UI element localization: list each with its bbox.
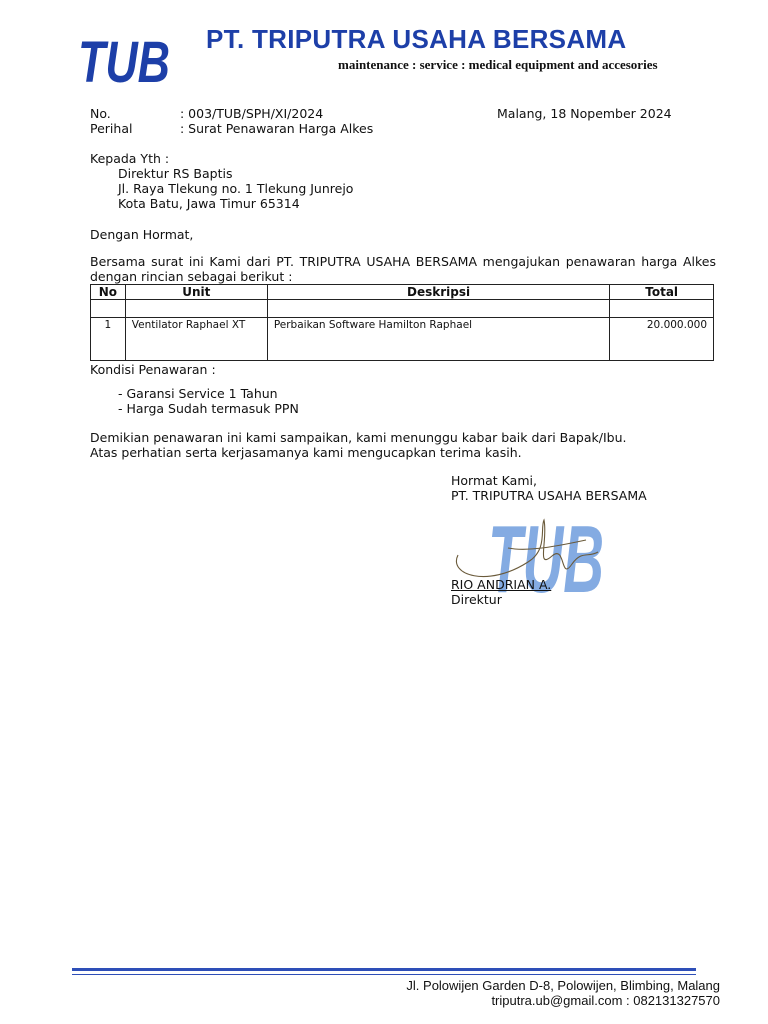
recipient-intro: Kepada Yth :: [90, 151, 170, 166]
company-name: PT. TRIPUTRA USAHA BERSAMA: [206, 24, 627, 54]
footer-divider-thin: [72, 974, 696, 975]
offer-table: [90, 284, 714, 361]
recipient-line: Kota Batu, Jawa Timur 65314: [118, 196, 300, 211]
table-row: [91, 318, 714, 361]
header-total: Total: [610, 285, 714, 300]
signatory-title: Direktur: [451, 592, 502, 607]
recipient-line: Direktur RS Baptis: [118, 166, 233, 181]
signature-regards: Hormat Kami,: [451, 473, 537, 488]
footer-divider: [72, 968, 696, 971]
condition-item: - Garansi Service 1 Tahun: [118, 386, 278, 401]
table-spacer-row: [91, 300, 714, 318]
company-logo: [78, 28, 170, 86]
logo-text: TUB: [78, 30, 170, 86]
signatory-name: RIO ANDRIAN A.: [451, 577, 552, 592]
table-header-row: [91, 285, 714, 300]
cell-unit: Ventilator Raphael XT: [125, 318, 267, 361]
recipient-line: Jl. Raya Tlekung no. 1 Tlekung Junrejo: [118, 181, 354, 196]
cell-total: 20.000.000: [610, 318, 714, 361]
closing-line: Demikian penawaran ini kami sampaikan, kami menunggu kabar baik dari Bapak/Ibu.: [90, 430, 627, 445]
conditions-title: Kondisi Penawaran :: [90, 362, 216, 377]
perihal-label: Perihal: [90, 121, 133, 136]
header-no: No: [91, 285, 126, 300]
header-unit: Unit: [125, 285, 267, 300]
condition-item: - Harga Sudah termasuk PPN: [118, 401, 299, 416]
greeting: Dengan Hormat,: [90, 227, 194, 242]
cell-deskripsi: Perbaikan Software Hamilton Raphael: [267, 318, 610, 361]
perihal-value: : Surat Penawaran Harga Alkes: [180, 121, 374, 136]
footer-address: Jl. Polowijen Garden D-8, Polowijen, Blimbing, Malang: [406, 978, 720, 993]
header-deskripsi: Deskripsi: [267, 285, 610, 300]
no-value: : 003/TUB/SPH/XI/2024: [180, 106, 324, 121]
place-date: Malang, 18 Nopember 2024: [497, 106, 672, 121]
footer-contact: triputra.ub@gmail.com : 082131327570: [491, 993, 720, 1008]
no-label: No.: [90, 106, 111, 121]
company-tagline: maintenance : service : medical equipment and accesories: [338, 57, 658, 72]
closing-line: Atas perhatian serta kerjasamanya kami mengucapkan terima kasih.: [90, 445, 522, 460]
cell-no: 1: [91, 318, 126, 361]
signature-company: PT. TRIPUTRA USAHA BERSAMA: [451, 488, 647, 503]
intro-paragraph: Bersama surat ini Kami dari PT. TRIPUTRA USAHA BERSAMA mengajukan penawaran harga Alkes dengan rincian sebagai berikut :: [90, 254, 716, 284]
stamp-text: TUB: [488, 506, 604, 610]
